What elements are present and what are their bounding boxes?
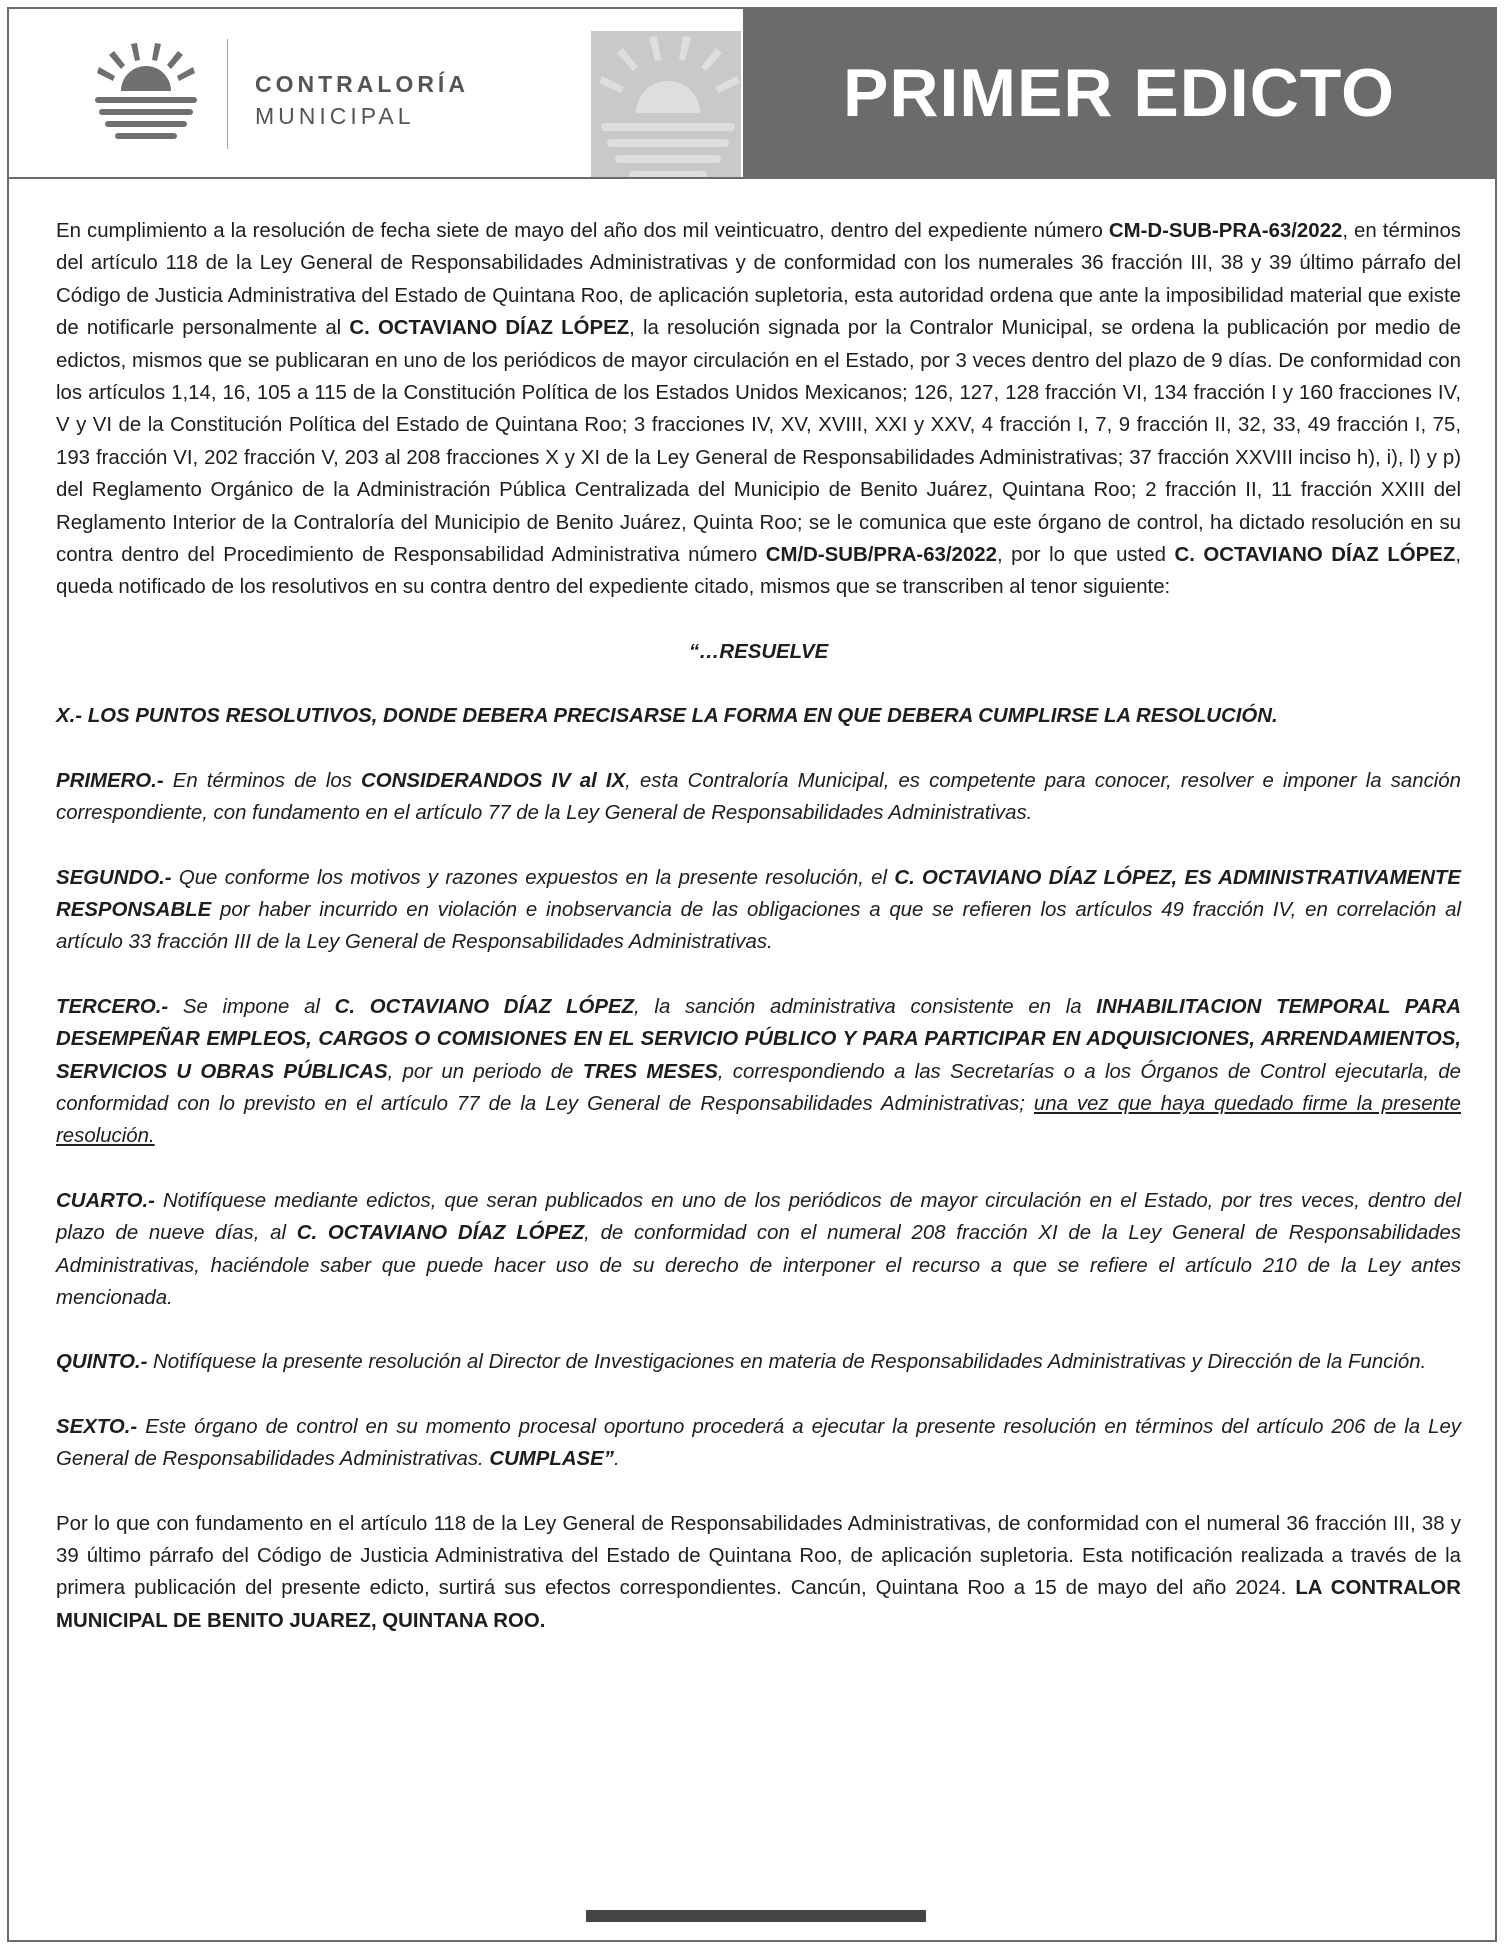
resuelve-heading: “…RESUELVE [688,640,829,663]
resolutivo-quinto: QUINTO.- Notifíquese la presente resolución al Director de Investigaciones en materia de Responsabilidades Administrativas y Dirección de la Función. [56,1351,1427,1374]
watermark-emblem-icon [591,31,741,177]
contraloria-emblem-icon [91,39,201,149]
title-band [743,9,1495,177]
header [9,9,1495,177]
punto-x: X.- LOS PUNTOS RESOLUTIVOS, DONDE DEBERA PRECISARSE LA FORMA EN QUE DEBERA CUMPLIRSE LA RESOLUCIÓN. [56,705,1278,728]
org-name: CONTRALORÍA [255,71,469,97]
intro-paragraph: En cumplimiento a la resolución de fecha siete de mayo del año dos mil veinticuatro, dentro del expediente número CM-D-SUB-PRA-63/2022, en términos del artículo 118 de la Ley General de Responsabilidades Administrativas y de conformidad con los numerales 36 fracción III, 38 y 39 último párrafo del Código de Justicia Administrativa del Estado de Quintana Roo, de aplicación supletoria, esta autoridad ordena que ante la imposibilidad material que existe de notificarle personalmente al C. OCTAVIANO DÍAZ LÓPEZ, la resolución signada por la Contralor Municipal, se ordena la publicación por medio de edictos, mismos que se publicaran en uno de los periódicos de mayor circulación en el Estado, por 3 veces dentro del plazo de 9 días. De conformidad con los artículos 1,14, 16, 105 a 115 de la Constitución Política de los Estados Unidos Mexicanos; 126, 127, 128 fracción VI, 134 fracción I y 160 fracciones IV, V y VI de la Constitución Política del Estado de Quintana Roo; 3 fracciones IV, XV, XVIII, XXI y XXV, 4 fracción I, 7, 9 fracción II, 32, 33, 49 fracción I, 75, 193 fracción VI, 202 fracción V, 203 al 208 fracciones X y XI de la Ley General de Responsabilidades Administrativas; 37 fracción XXVIII inciso h), i), l) y p) del Reglamento Orgánico de la Administración Pública Centralizada del Municipio de Benito Juárez, Quintana Roo; 2 fracción II, 11 fracción XXIII del Reglamento Interior de la Contraloría del Municipio de Benito Juárez, Quinta Roo; se le comunica que este órgano de control, ha dictado resolución en su contra dentro del Procedimiento de Responsabilidad Administrativa número CM/D-SUB/PRA-63/2022, por lo que usted C. OCTAVIANO DÍAZ LÓPEZ, queda notificado de los resolutivos en su contra dentro del expediente citado, mismos que se transcriben al tenor siguiente: [56,220,1462,599]
edict-page [7,7,1497,1942]
logo-divider [227,39,228,149]
closing-paragraph: Por lo que con fundamento en el artículo 118 de la Ley General de Responsabilidades Administrativas, de conformidad con el numeral 36 fracción III, 38 y 39 último párrafo del Código de Justicia Administrativa del Estado de Quintana Roo, de aplicación supletoria. Esta notificación realizada a través de la primera publicación del presente edicto, surtirá sus efectos correspondientes. Cancún, Quintana Roo a 15 de mayo del año 2024. LA CONTRALOR MUNICIPAL DE BENITO JUAREZ, QUINTANA ROO. [56,1512,1461,1632]
resolutivo-sexto: SEXTO.- Este órgano de control en su momento procesal oportuno procederá a ejecutar la presente resolución en términos del artículo 206 de la Ley General de Responsabilidades Administrativas. CUMPLASE”. [56,1415,1461,1471]
resolutivo-cuarto: CUARTO.- Notifíquese mediante edictos, que seran publicados en uno de los periódicos de mayor circulación en el Estado, por tres veces, dentro del plazo de nueve días, al C. OCTAVIANO DÍAZ LÓPEZ, de conformidad con el numeral 208 fracción XI de la Ley General de Responsabilidades Administrativas, haciéndole saber que puede hacer uso de su derecho de interponer el recurso a que se refiere el artículo 210 de la Ley antes mencionada. [56,1189,1462,1309]
org-subname: MUNICIPAL [255,103,415,129]
edict-title: PRIMER EDICTO [842,55,1396,131]
edict-body [56,215,1461,1637]
resolutivo-tercero: TERCERO.- Se impone al C. OCTAVIANO DÍAZ LÓPEZ, la sanción administrativa consistente en la INHABILITACION TEMPORAL PARA DESEMPEÑAR EMPLEOS, CARGOS O COMISIONES EN EL SERVICIO PÚBLICO Y PARA PARTICIPAR EN ADQUISICIONES, ARRENDAMIENTOS, SERVICIOS U OBRAS PÚBLICAS, por un periodo de TRES MESES, correspondiendo a las Secretarías o a los Órganos de Control ejecutarla, de conformidad con lo previsto en el artículo 77 de la Ley General de Responsabilidades Administrativas; una vez que haya quedado firme la presente resolución. [56,995,1462,1148]
header-divider [9,177,1495,179]
resolutivo-segundo: SEGUNDO.- Que conforme los motivos y razones expuestos en la presente resolución, el C. OCTAVIANO DÍAZ LÓPEZ, ES ADMINISTRATIVAMENTE RESPONSABLE por haber incurrido en violación e inobservancia de las obligaciones a que se refieren los artículos 49 fracción IV, en correlación al artículo 33 fracción III de la Ley General de Responsabilidades Administrativas. [56,866,1461,954]
footer-bar [586,1910,926,1922]
resolutivo-primero: PRIMERO.- En términos de los CONSIDERANDOS IV al IX, esta Contraloría Municipal, es competente para conocer, resolver e imponer la sanción correspondiente, con fundamento en el artículo 77 de la Ley General de Responsabilidades Administrativas. [56,769,1461,825]
